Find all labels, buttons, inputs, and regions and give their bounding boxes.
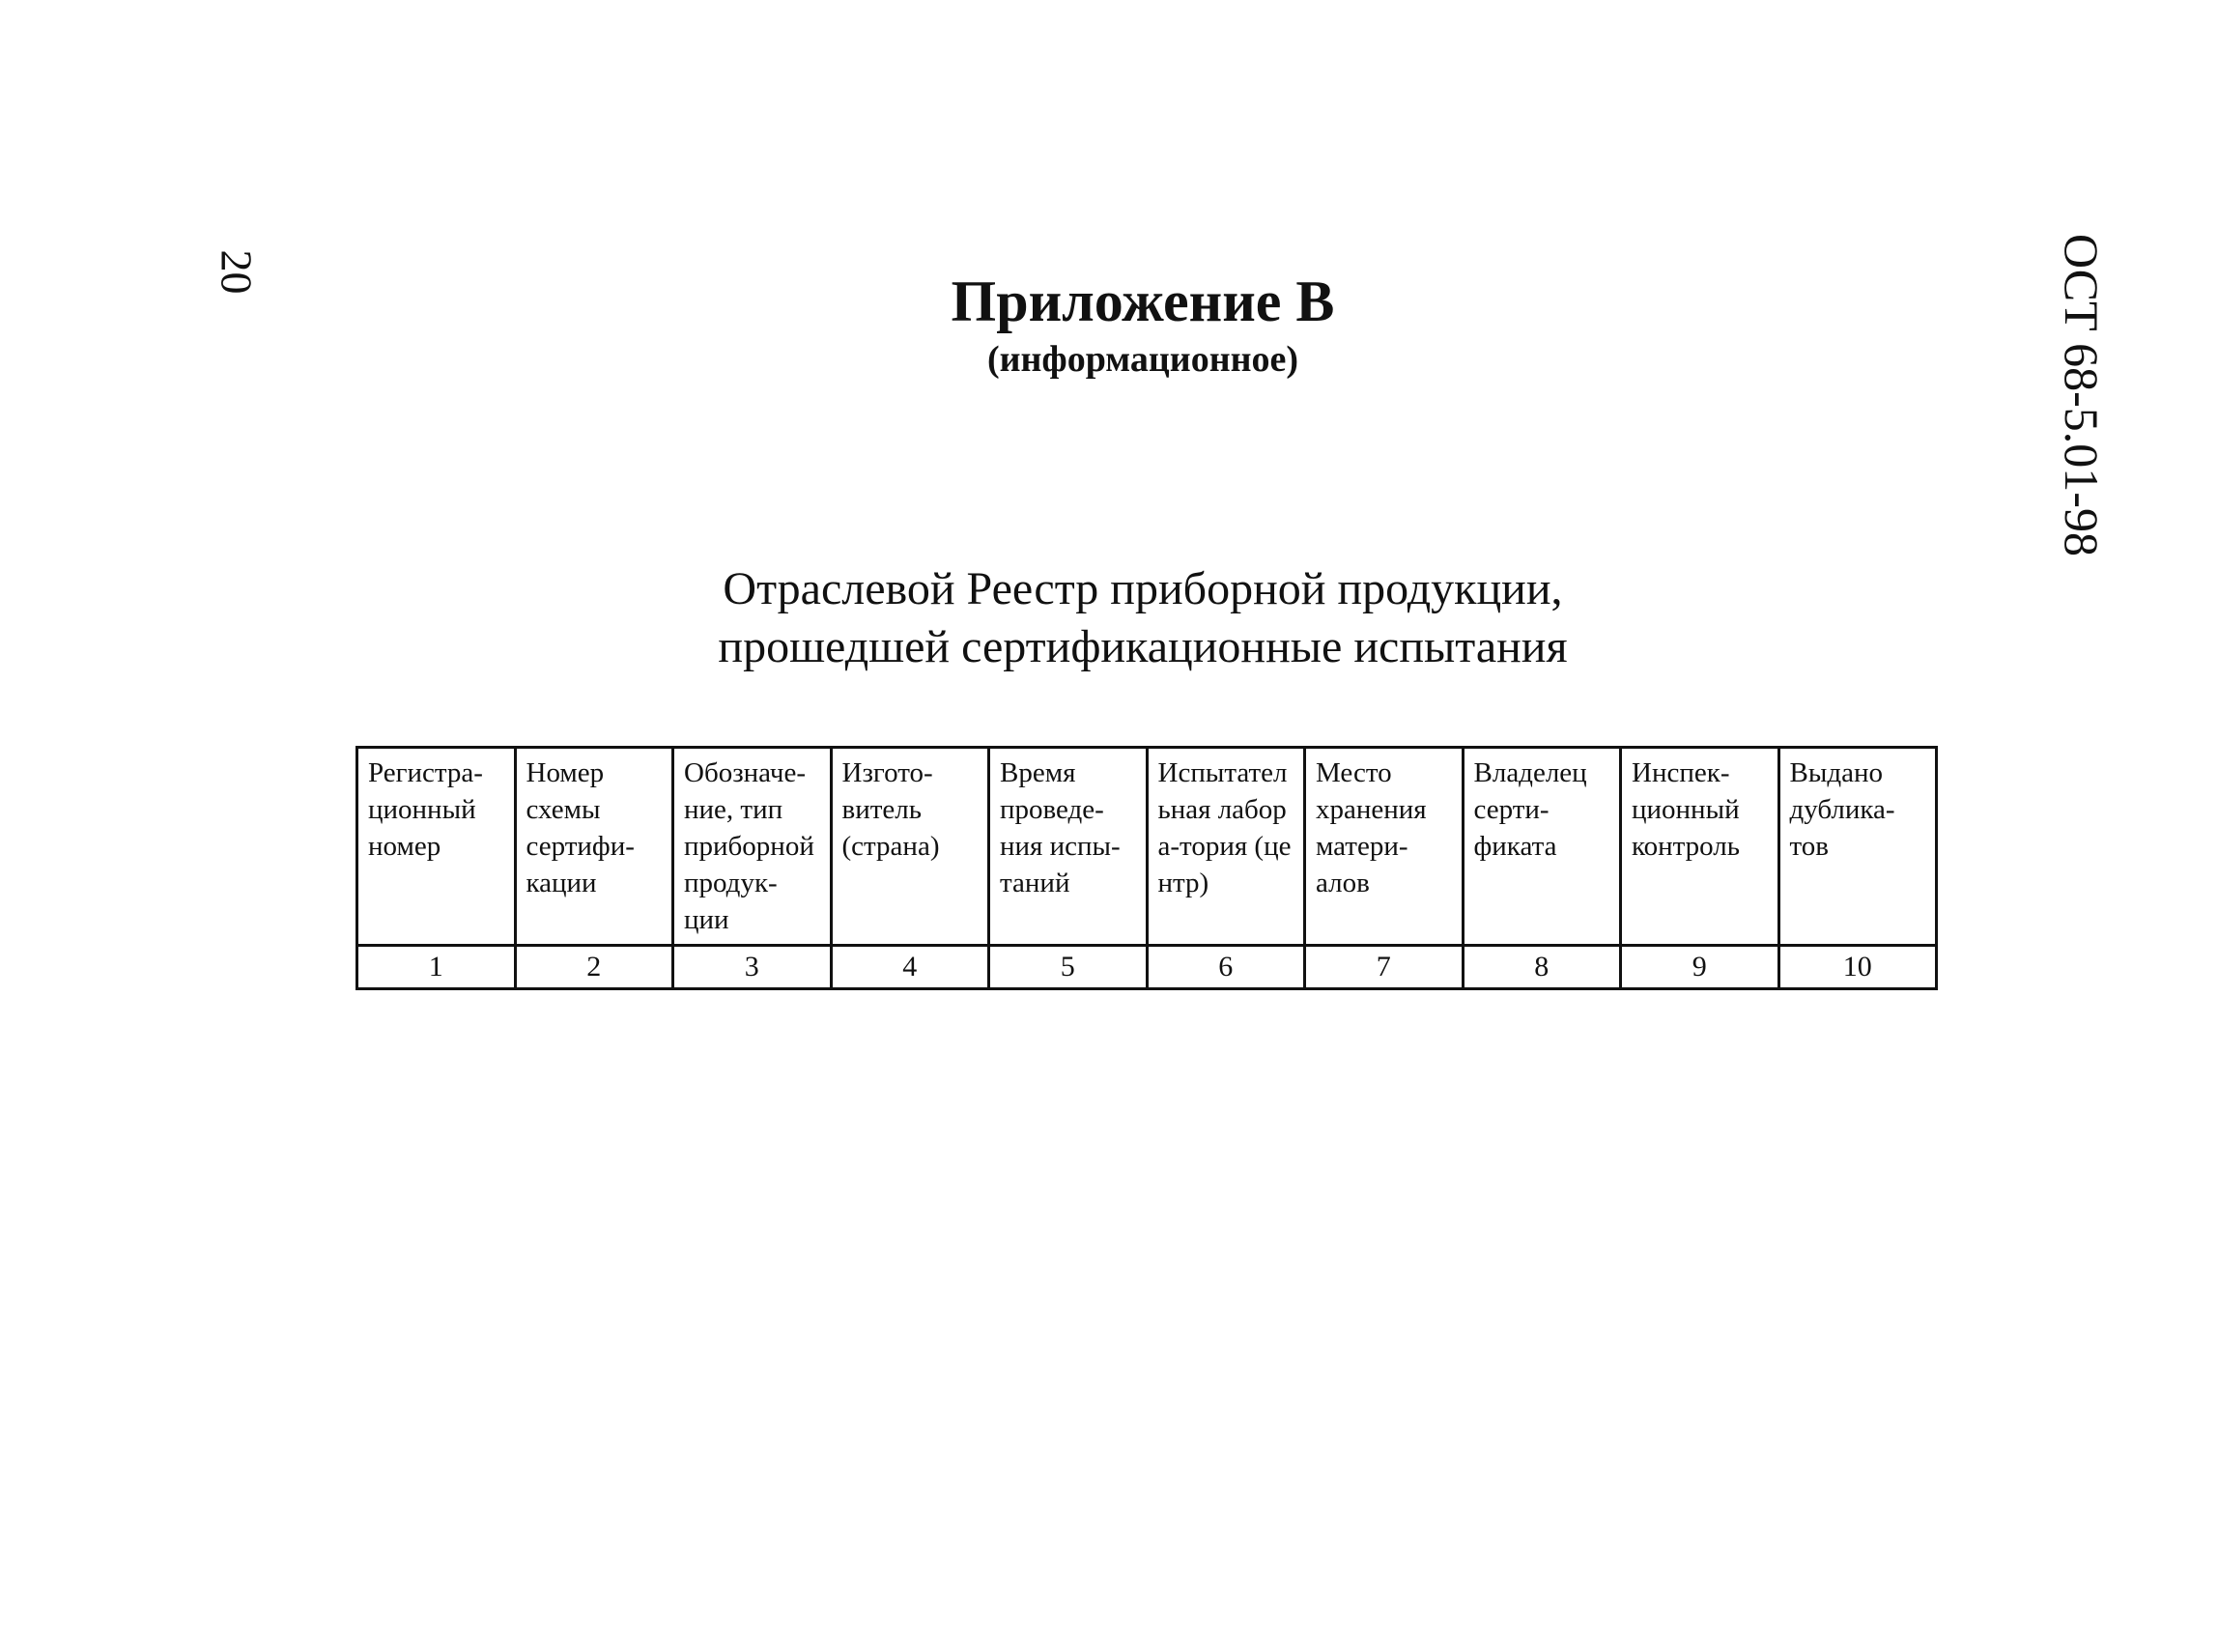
header-cell: Обозначе-ние, тип приборной продук-ции [673, 748, 832, 946]
document-code: ОСТ 68-5.01-98 [2055, 234, 2109, 556]
column-number: 3 [673, 946, 832, 989]
header-cell: Время проведе-ния испы-таний [989, 748, 1148, 946]
column-number: 10 [1778, 946, 1937, 989]
column-number: 6 [1147, 946, 1305, 989]
register-table [355, 746, 1938, 990]
column-number: 8 [1463, 946, 1621, 989]
header-cell: Владелец серти-фиката [1463, 748, 1621, 946]
appendix-title: Приложение В [951, 270, 1335, 333]
header-cell: Изгото-витель (страна) [831, 748, 989, 946]
header-cell: Инспек-ционный контроль [1621, 748, 1779, 946]
header-row [357, 748, 1937, 946]
header-cell: Номер схемы сертифи-кации [515, 748, 673, 946]
column-number: 9 [1621, 946, 1779, 989]
page-number: 20 [212, 249, 262, 295]
heading-line: Отраслевой Реестр приборной продукции, [723, 563, 1563, 614]
column-number: 2 [515, 946, 673, 989]
column-number-row [357, 946, 1937, 989]
heading-line: прошедшей сертификационные испытания [718, 621, 1568, 672]
appendix-type: (информационное) [986, 339, 1299, 380]
register-heading [0, 560, 2218, 676]
column-number: 7 [1305, 946, 1464, 989]
column-number: 4 [831, 946, 989, 989]
column-number: 5 [989, 946, 1148, 989]
header-cell: Место хранения матери-алов [1305, 748, 1464, 946]
header-cell: Выдано дублика-тов [1778, 748, 1937, 946]
header-cell: Испытательная лабора-тория (центр) [1147, 748, 1305, 946]
header-cell: Регистра-ционный номер [357, 748, 516, 946]
column-number: 1 [357, 946, 516, 989]
